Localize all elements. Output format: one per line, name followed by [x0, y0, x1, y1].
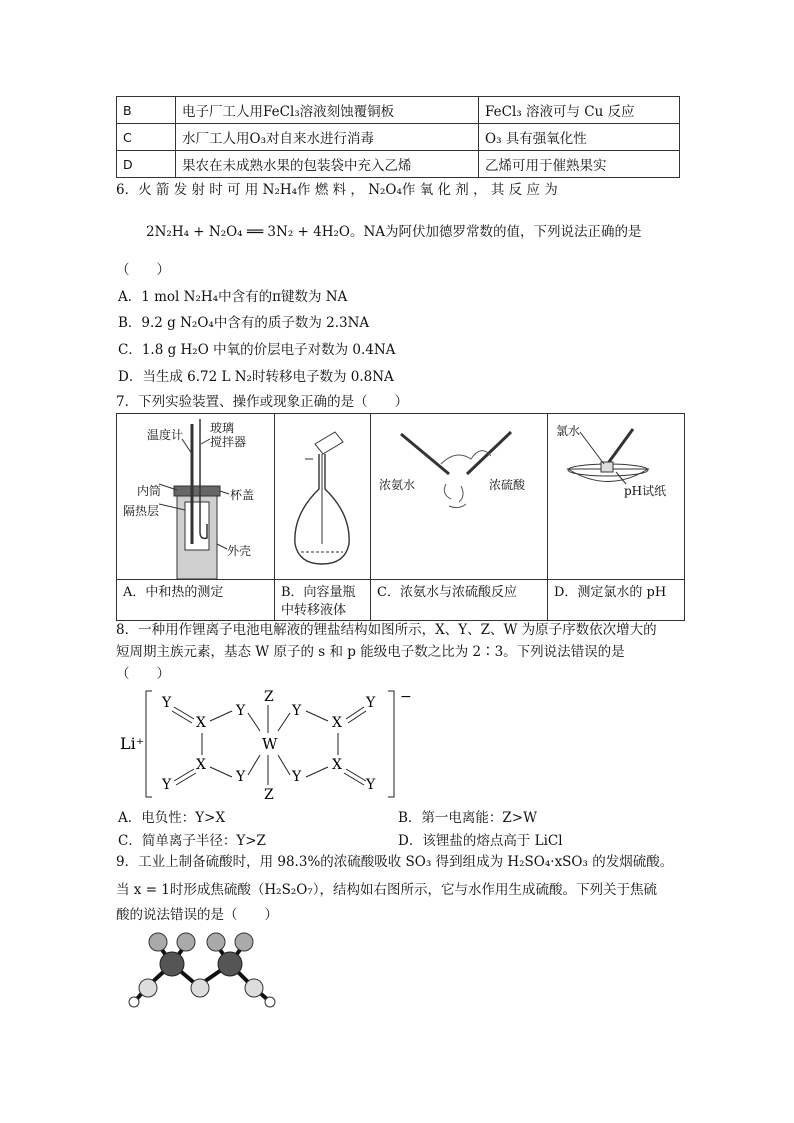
label-ph-paper: pH试纸: [624, 484, 667, 498]
q6-option-d: D．当生成 6.72 L N₂时转移电子数为 0.8NA: [118, 369, 394, 385]
q6-stem2: 。NA为阿伏加德罗常数的值，下列说法正确的是: [349, 224, 642, 240]
atom-z: Z: [264, 787, 274, 803]
row-practice: 水厂工人用O₃对自来水进行消毒: [176, 124, 479, 151]
label-inner: 内筒: [137, 484, 162, 498]
atom-w: W: [262, 735, 278, 753]
q9-line1: 9．工业上制备硫酸时，用 98.3%的浓硫酸吸收 SO₃ 得到组成为 H₂SO₄·xSO₃ 的发烟硫酸。: [116, 854, 674, 870]
atom-x: X: [196, 715, 206, 731]
row-reason: FeCl₃ 溶液可与 Cu 反应: [479, 97, 680, 124]
q9-line2: 当 x = 1时形成焦硫酸（H₂S₂O₇），结构如右图所示，它与水作用生成硫酸。下列关于焦硫: [116, 882, 657, 898]
label-sulfuric: 浓硫酸: [489, 478, 526, 492]
q6-option-c: C．1.8 g H₂O 中氧的价层电子对数为 0.4NA: [118, 342, 396, 358]
atom-z: Z: [264, 689, 274, 705]
q6-option-b: B．9.2 g N₂O₄中含有的质子数为 2.3NA: [118, 315, 370, 331]
atom-x: X: [332, 715, 342, 731]
q9-line3: 酸的说法错误的是（ ）: [116, 907, 278, 923]
q6-equation: 2N₂H₄ + N₂O₄ ══ 3N₂ + 4H₂O: [146, 224, 350, 240]
atom-y: Y: [292, 769, 302, 785]
label-ammonia: 浓氨水: [379, 478, 416, 492]
pyrosulfuric-acid-model: [120, 930, 280, 1015]
label-insulation: 隔热层: [123, 504, 160, 518]
row-reason: O₃ 具有强氧化性: [479, 124, 680, 151]
figure-volumetric-flask: [275, 414, 371, 580]
row-practice: 电子厂工人用FeCl₃溶液刻蚀覆铜板: [176, 97, 479, 124]
q7-figure-table: [116, 413, 685, 621]
row-label: C: [117, 124, 176, 151]
row-label: B: [117, 97, 176, 124]
atom-y: Y: [366, 695, 376, 711]
q8-stem-line2: 短周期主族元素，基态 W 原子的 s 和 p 能级电子数之比为 2∶3。下列说法错误的是: [116, 644, 625, 660]
table-row: [117, 97, 680, 124]
answer-table: [116, 96, 680, 178]
q6-paren: （ ）: [116, 262, 170, 278]
label-stirrer2: 搅拌器: [210, 435, 247, 449]
label-stirrer1: 玻璃: [210, 421, 235, 435]
q8-paren: （ ）: [116, 666, 170, 682]
atom-x: X: [332, 757, 342, 773]
row-practice: 果农在未成熟水果的包装袋中充入乙烯: [176, 151, 479, 178]
q8-structure: [110, 685, 420, 803]
q8-option-d: D．该锂盐的熔点高于 LiCl: [398, 833, 563, 849]
caption-d: D．测定氯水的 pH: [548, 580, 685, 621]
figure-ammonia-sulfuric: [371, 414, 548, 580]
q6-equation-line: [146, 220, 642, 240]
atom-y: Y: [236, 703, 246, 719]
atom-y: Y: [236, 769, 246, 785]
label-chlorine-water: 氯水: [556, 424, 581, 438]
li-ion: Li⁺: [120, 734, 145, 753]
atom-y: Y: [162, 777, 172, 793]
row-label: D: [117, 151, 176, 178]
q8-option-a: A．电负性：Y>X: [118, 810, 226, 826]
q6-stem: 6．火 箭 发 射 时 可 用 N₂H₄作 燃 料 ， N₂O₄作 氧 化 剂 ， 其 反 应 为: [116, 182, 558, 198]
atom-x: X: [196, 757, 206, 773]
atom-y: Y: [366, 777, 376, 793]
q8-option-c: C．简单离子半径：Y>Z: [118, 833, 266, 849]
label-thermometer: 温度计: [147, 428, 184, 442]
q8-stem-line1: 8．一种用作锂离子电池电解液的锂盐结构如图所示，X、Y、Z、W 为原子序数依次增大的: [116, 622, 657, 638]
caption-b: B．向容量瓶中转移液体: [275, 580, 371, 621]
row-reason: 乙烯可用于催熟果实: [479, 151, 680, 178]
q6-option-a: A．1 mol N₂H₄中含有的π键数为 NA: [118, 289, 348, 305]
label-shell: 外壳: [227, 544, 252, 558]
atom-y: Y: [292, 703, 302, 719]
atom-y: Y: [162, 695, 172, 711]
q8-option-b: B．第一电离能：Z>W: [398, 810, 537, 826]
caption-a: A．中和热的测定: [117, 580, 275, 621]
figure-chlorine-ph: [548, 414, 685, 580]
table-row: [117, 151, 680, 178]
caption-c: C．浓氨水与浓硫酸反应: [371, 580, 548, 621]
label-lid: 杯盖: [230, 488, 255, 502]
table-row: [117, 124, 680, 151]
charge: −: [400, 689, 412, 705]
figure-calorimeter: [117, 414, 275, 580]
q7-stem: 7．下列实验装置、操作或现象正确的是（ ）: [116, 394, 409, 410]
